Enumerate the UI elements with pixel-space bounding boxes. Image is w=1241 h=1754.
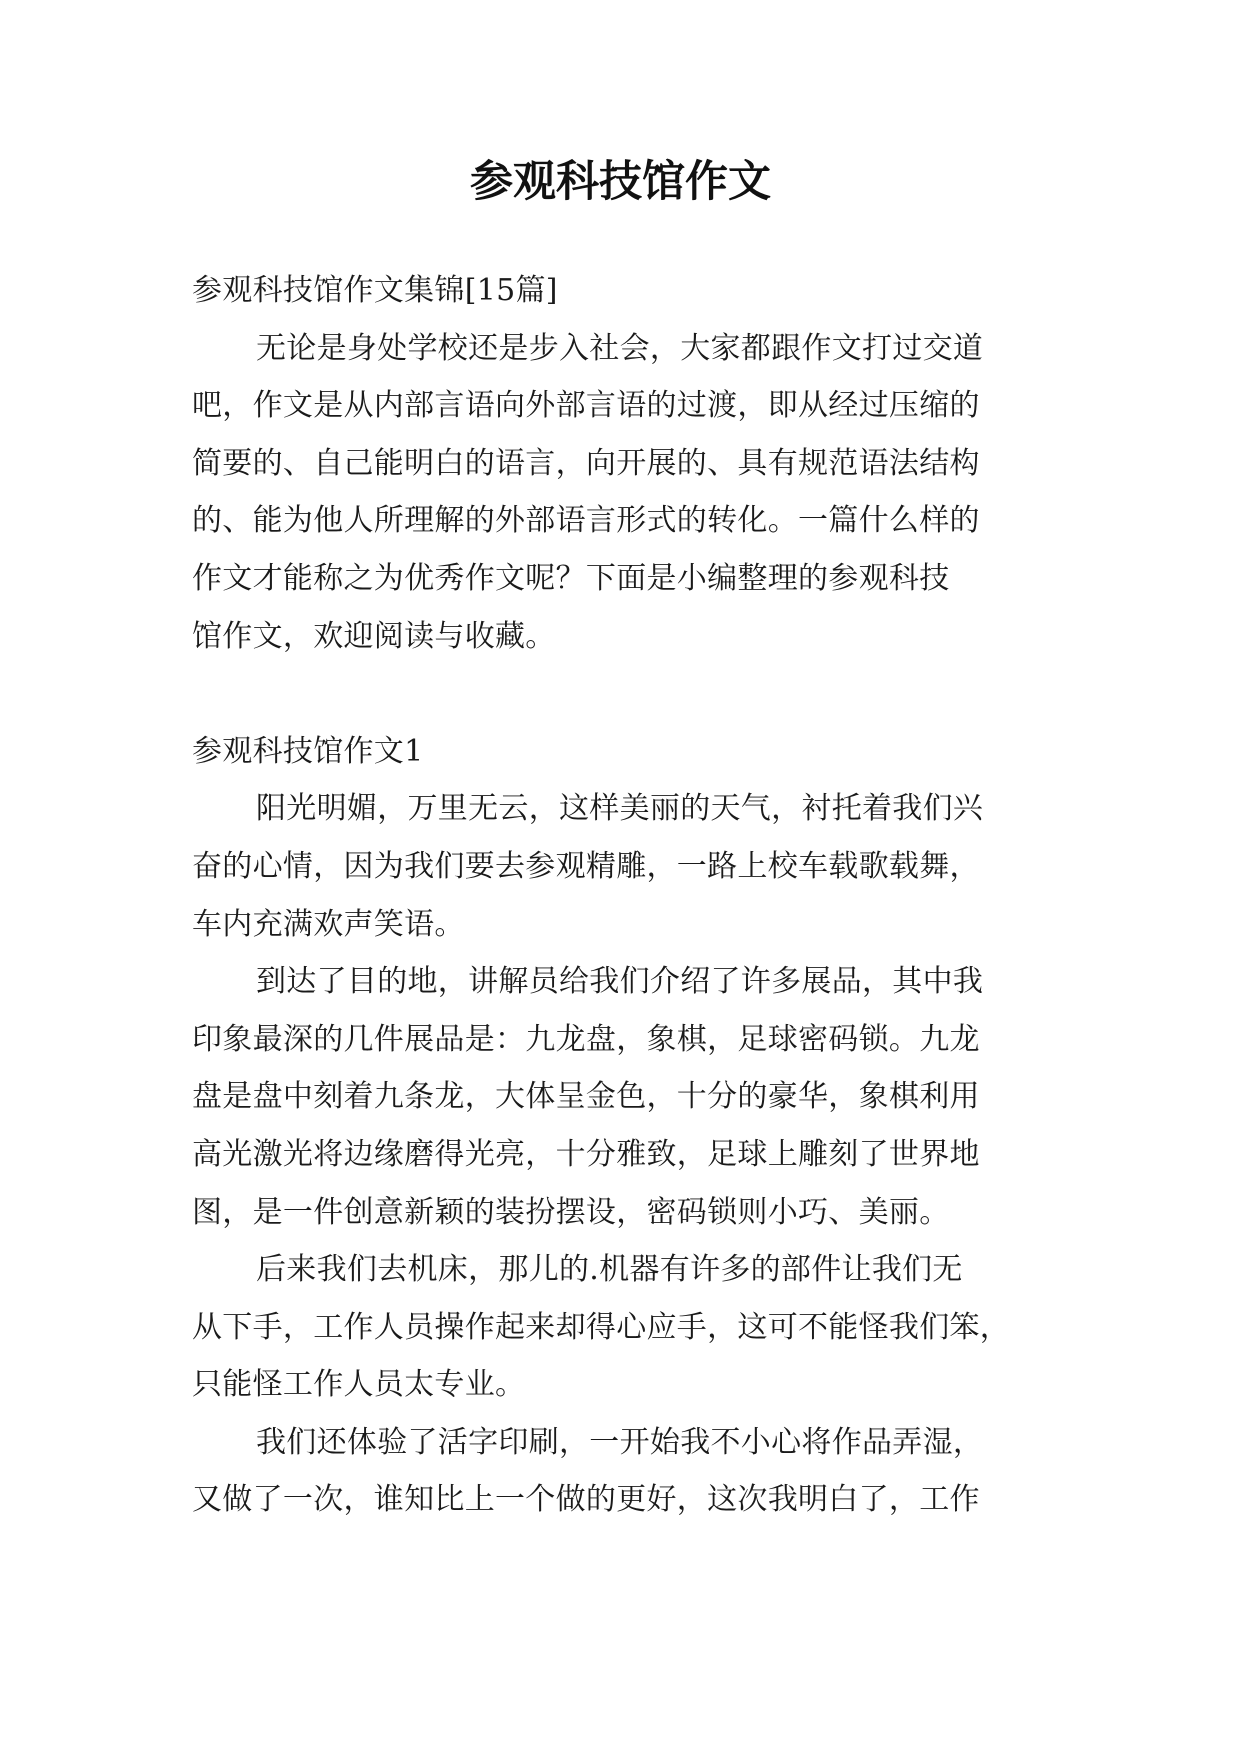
paragraph-line: 图，是一件创意新颖的装扮摆设，密码锁则小巧、美丽。: [192, 1194, 950, 1230]
paragraph-line: 盘是盘中刻着九条龙，大体呈金色，十分的豪华，象棋利用: [192, 1079, 980, 1115]
paragraph-line: 作文才能称之为优秀作文呢？下面是小编整理的参观科技: [192, 560, 950, 596]
paragraph-line: 的、能为他人所理解的外部语言形式的转化。一篇什么样的: [192, 503, 980, 539]
section-heading: 参观科技馆作文1: [192, 733, 424, 769]
paragraph-4: [192, 1414, 1052, 1529]
collection-heading: 参观科技馆作文集锦[15篇]: [192, 273, 558, 308]
intro-paragraph: [192, 320, 1052, 666]
paragraph-line: 只能怪工作人员太专业。: [192, 1367, 526, 1403]
paragraph-line: 从下手，工作人员操作起来却得心应手，这可不能怪我们笨，: [192, 1309, 1011, 1345]
document-title: 参观科技馆作文: [470, 157, 771, 207]
paragraph-line: 阳光明媚，万里无云，这样美丽的天气，衬托着我们兴: [256, 791, 984, 827]
paragraph-line: 无论是身处学校还是步入社会，大家都跟作文打过交道: [256, 330, 984, 366]
paragraph-line: 高光激光将边缘磨得光亮，十分雅致，足球上雕刻了世界地: [192, 1136, 980, 1172]
paragraph-line: 车内充满欢声笑语。: [192, 906, 465, 942]
paragraph-line: 后来我们去机床，那儿的.机器有许多的部件让我们无: [256, 1252, 963, 1288]
paragraph-line: 奋的心情，因为我们要去参观精雕，一路上校车载歌载舞，: [192, 848, 980, 884]
paragraph-line: 又做了一次，谁知比上一个做的更好，这次我明白了，工作: [192, 1482, 980, 1518]
paragraph-line: 馆作文，欢迎阅读与收藏。: [192, 618, 556, 654]
paragraph-3: [192, 1241, 1052, 1414]
section-spacer: [192, 665, 1052, 723]
paragraph-line: 我们还体验了活字印刷，一开始我不小心将作品弄湿，: [256, 1424, 984, 1460]
paragraph-2: [192, 953, 1052, 1241]
paragraph-line: 吧，作文是从内部言语向外部言语的过渡，即从经过压缩的: [192, 388, 980, 424]
paragraph-line: 简要的、自己能明白的语言，向开展的、具有规范语法结构: [192, 445, 980, 481]
paragraph-line: 印象最深的几件展品是：九龙盘，象棋，足球密码锁。九龙: [192, 1021, 980, 1057]
paragraph-1: [192, 780, 1052, 953]
paragraph-line: 到达了目的地，讲解员给我们介绍了许多展品，其中我: [256, 964, 984, 1000]
document-body: [192, 262, 1052, 1529]
